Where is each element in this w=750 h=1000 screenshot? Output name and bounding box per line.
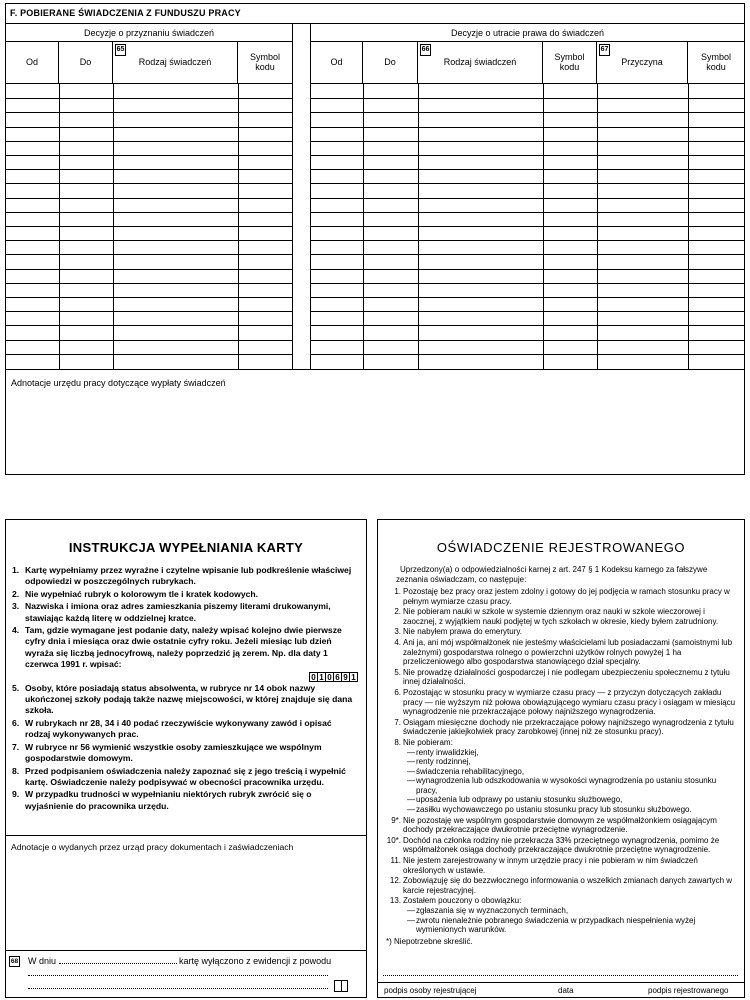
- loss-decisions-group: [311, 24, 744, 369]
- declaration-footnote: *) Niepotrzebne skreślić.: [386, 936, 473, 946]
- grant-field-number-2: 65: [115, 44, 126, 56]
- date-example-digit: 1: [317, 672, 326, 682]
- instruction-text: Przed podpisaniem oświadczenia należy zapoznać się z jego treścią i wypełnić kartę. Oświadczenie należy podpisywać w obecności pracownika urzędu.: [25, 765, 346, 787]
- deregistration-code-box[interactable]: [334, 980, 348, 992]
- grant-row-line: [6, 325, 292, 326]
- date-label: data: [558, 986, 574, 995]
- grant-row-line: [6, 112, 292, 113]
- declaration-title: OŚWIADCZENIE REJESTROWANEGO: [436, 540, 686, 555]
- deregistration-line: [28, 956, 331, 966]
- grant-row-line: [6, 354, 292, 355]
- section-f-title: F. POBIERANE ŚWIADCZENIA Z FUNDUSZU PRACY: [6, 4, 744, 24]
- grant-header-2: [113, 42, 238, 84]
- loss-header-4: [597, 42, 688, 84]
- loss-row-line: [311, 254, 744, 255]
- loss-field-number-2: 66: [420, 44, 431, 56]
- instruction-number: 8.: [12, 765, 20, 776]
- loss-row-line: [311, 112, 744, 113]
- grant-header-label-0: Od: [25, 56, 38, 67]
- declaration-item: [383, 738, 738, 815]
- loss-row-line: [311, 283, 744, 284]
- column-separator: [292, 24, 311, 369]
- declaration-number: 2.: [394, 607, 401, 617]
- grant-header-0: [6, 42, 59, 84]
- declaration-item: [383, 688, 738, 717]
- declaration-text: Zobowiązuję się do bezzwłocznego informowania o wszelkich zmianach danych zawartych w karcie rejestracyjnej.: [403, 876, 733, 895]
- declaration-number: 12.: [389, 876, 401, 886]
- declaration-number: 5.: [394, 667, 401, 677]
- grant-row-line: [6, 127, 292, 128]
- deregistration-date-field[interactable]: [59, 956, 177, 964]
- grant-row-line: [6, 340, 292, 341]
- grant-row-line: [6, 169, 292, 170]
- declaration-sublist: [403, 906, 738, 935]
- grant-row-line: [6, 311, 292, 312]
- grant-row-line: [6, 283, 292, 284]
- declaration-subitem: — zgłaszania się w wyznaczonych terminach,: [407, 906, 738, 916]
- declaration-subitem: — wynagrodzenia lub odszkodowania w wysokości wynagrodzenia po ustaniu stosunku pracy,: [407, 776, 738, 795]
- loss-row-line: [311, 198, 744, 199]
- declaration-text: Nie pozostaję we wspólnym gospodarstwie domowym ze współmałżonkiem osiągającym dochody przekraczające dwukrotnie przeciętne wynagrodzenie.: [403, 815, 717, 835]
- section-f-benefits-table: [5, 3, 745, 475]
- loss-header-label-1: Do: [384, 56, 396, 67]
- benefit-payment-notes-field[interactable]: [6, 369, 744, 474]
- grant-row-line: [6, 240, 292, 241]
- declaration-item: [383, 876, 738, 895]
- declaration-sublist: [403, 748, 738, 815]
- registrar-signature-label: podpis osoby rejestrującej: [384, 986, 477, 995]
- grant-header-label-2: Rodzaj świadczeń: [138, 56, 212, 67]
- instruction-text: Kartę wypełniamy przez wyraźne i czytelne wpisanie lub podkreślenie właściwej odpowiedzi w poszczególnych rubrykach.: [25, 565, 352, 587]
- declaration-subitem: — zwrotu nienależnie pobranego świadczenia w przypadkach niespełnienia wyżej wymienionych warunków.: [407, 916, 738, 935]
- declaration-item: [383, 836, 738, 855]
- loss-header-label-4: Przyczyna: [621, 56, 663, 67]
- declaration-item: [383, 896, 738, 934]
- issued-documents-notes-label: Adnotacje o wydanych przez urząd pracy dokumentach i zaświadczeniach: [11, 842, 294, 852]
- declaration-number: 8.: [394, 737, 401, 747]
- declaration-text: Nie jestem zarejestrowany w innym urzędzie pracy i nie pobieram w nim świadczeń określonych w ustawie.: [403, 856, 698, 875]
- grant-decisions-rows[interactable]: [6, 84, 292, 369]
- declaration-item: [383, 816, 738, 835]
- declaration-subitem: — zasiłku wychowawczego po ustaniu stosunku pracy lub stosunku służbowego.: [407, 805, 738, 815]
- deregistration-prefix: W dniu: [28, 956, 57, 966]
- declaration-number: 6.: [394, 687, 401, 697]
- instruction-number: 2.: [12, 588, 20, 599]
- declaration-text: Nie pobieram:: [403, 737, 453, 747]
- loss-header-5: [688, 42, 744, 84]
- loss-header-label-3: Symbol kodu: [554, 51, 585, 72]
- loss-row-line: [311, 226, 744, 227]
- instruction-number: 4.: [12, 625, 20, 636]
- instruction-item: [12, 565, 358, 588]
- instruction-item: [12, 589, 358, 600]
- date-example-digit: 6: [333, 672, 342, 682]
- declaration-item: [383, 856, 738, 875]
- instruction-number: 7.: [12, 741, 20, 752]
- grant-row-line: [6, 297, 292, 298]
- declaration-text: Pozostając w stosunku pracy w wymiarze czasu pracy — z przyczyn dotyczących zakładu pracy — nie wyższym niż połowa obowiązującego wymiaru czasu pracy i osiągam w miesiącu wynagrodzenie nie przekraczające połowy najniższego wynagrodzenia.: [403, 687, 736, 717]
- grant-header-1: [59, 42, 113, 84]
- loss-row-line: [311, 297, 744, 298]
- grant-decisions-group: [6, 24, 292, 369]
- loss-row-line: [311, 311, 744, 312]
- declaration-subitem: — uposażenia lub odprawy po ustaniu stosunku służbowego,: [407, 795, 738, 805]
- signature-labels: [378, 982, 744, 998]
- instruction-text: Osoby, które posiadają status absolwenta, w rubryce nr 14 obok nazwy ukończonej szkoły podają także nazwę miejscowości, w której znajduje się dana szkoła.: [25, 682, 353, 716]
- grant-row-line: [6, 183, 292, 184]
- declaration-intro: Uprzedzony(a) o odpowiedzialności karnej z art. 247 § 1 Kodeksu karnego za fałszywe zeznania oświadczam, co następuje:: [396, 565, 708, 584]
- declaration-item: [383, 587, 738, 606]
- loss-row-line: [311, 240, 744, 241]
- loss-row-line: [311, 155, 744, 156]
- deregistration-suffix: kartę wyłączono z ewidencji z powodu: [179, 956, 332, 966]
- instructions-panel: [5, 519, 367, 998]
- grant-row-line: [6, 269, 292, 270]
- declaration-item: [383, 718, 738, 737]
- declaration-text: Nie prowadzę działalności gospodarczej i nie podlegam ubezpieczeniu społecznemu z tytułu innej działalności.: [403, 667, 730, 687]
- instruction-item: [12, 625, 358, 682]
- issued-documents-notes-field[interactable]: [6, 835, 366, 950]
- loss-header-label-5: Symbol kodu: [700, 51, 731, 72]
- loss-row-line: [311, 340, 744, 341]
- instruction-text: W rubryce nr 56 wymienić wszystkie osoby zamieszkujące we wspólnym gospodarstwie domowym.: [25, 741, 322, 764]
- declaration-item: [383, 627, 738, 637]
- instruction-number: 9.: [12, 789, 20, 800]
- loss-row-line: [311, 169, 744, 170]
- loss-decisions-rows[interactable]: [311, 84, 744, 369]
- declaration-item: [383, 607, 738, 626]
- instruction-item: [12, 789, 358, 812]
- loss-header-3: [543, 42, 597, 84]
- instruction-number: 6.: [12, 717, 20, 728]
- deregistration-reason-line-2[interactable]: [28, 988, 328, 989]
- declaration-subitem: — renty rodzinnej,: [407, 757, 738, 767]
- loss-row-line: [311, 269, 744, 270]
- instruction-text: Tam, gdzie wymagane jest podanie daty, należy wpisać kolejno dwie pierwsze cyfry dnia i miesiąca oraz dwie ostatnie cyfry roku. Jeżeli miesiąc lub dzień wyraża się liczbą jednocyfrową, należy poprzedzić ją zerem. Np. dla daty 1 czerwca 1991 r. wpisać:: [25, 625, 342, 670]
- instruction-text: Nie wypełniać rubryk o kolorowym tle i kratek kodowych.: [25, 588, 259, 599]
- loss-row-line: [311, 141, 744, 142]
- instruction-text: W przypadku trudności w wypełnianiu niektórych rubryk zwrócić się o wyjaśnienie do pracownika urzędu.: [25, 789, 312, 811]
- loss-row-line: [311, 354, 744, 355]
- registrant-signature-label: podpis rejestrowanego: [648, 986, 729, 995]
- declaration-number: 7.: [394, 717, 401, 727]
- declaration-item: [383, 668, 738, 687]
- loss-header-label-2: Rodzaj świadczeń: [443, 56, 517, 67]
- date-example-digit: 0: [325, 672, 334, 682]
- date-example-digit: 0: [309, 672, 318, 682]
- loss-header-label-0: Od: [330, 56, 343, 67]
- benefit-payment-notes-label: Adnotacje urzędu pracy dotyczące wypłaty świadczeń: [11, 378, 226, 388]
- loss-row-line: [311, 212, 744, 213]
- declaration-text: Ani ja, ani mój współmałżonek nie jesteśmy właścicielami lub posiadaczami (samoistnymi lub zależnymi) gospodarstwa rolnego o powierzchni użytków rolnych powyżej 1 ha przeliczeniowego albo gospodarstwa stanowiącego dział specjalny.: [403, 637, 733, 667]
- grant-row-line: [6, 226, 292, 227]
- grant-header-label-1: Do: [79, 56, 92, 67]
- deregistration-reason-line-1[interactable]: [28, 975, 328, 976]
- date-example-digit: 9: [341, 672, 350, 682]
- instruction-item: [12, 766, 358, 789]
- grant-row-line: [6, 155, 292, 156]
- declaration-text: Osiągam miesięczne dochody nie przekraczające połowy najniższego wynagrodzenia z tytułu świadczenie jakiejkolwiek pracy zarobkowej (innej niż ze stosunku pracy).: [403, 717, 734, 737]
- declaration-number: 10*.: [386, 835, 401, 845]
- grant-row-line: [6, 98, 292, 99]
- grant-header-label-3: Symbol kodu: [249, 51, 280, 72]
- declaration-text: Zostałem pouczony o obowiązku:: [403, 896, 522, 906]
- instruction-item: [12, 718, 358, 741]
- instruction-number: 1.: [12, 565, 20, 575]
- loss-header-2: [418, 42, 543, 84]
- declaration-text: Nie pobieram nauki w szkole w systemie dziennym oraz nauki w szkole wieczorowej i zaocznej, z wyjątkiem nauki podjętej w tych szkołach w okresie, kiedy byłem zatrudniony.: [403, 607, 719, 626]
- grant-row-line: [6, 141, 292, 142]
- instruction-text: W rubrykach nr 28, 34 i 40 podać rzeczywiście wykonywany zawód i opisać rodzaj wykonywanych prac.: [25, 717, 332, 740]
- signature-line[interactable]: [383, 975, 738, 976]
- declaration-number: 11.: [390, 856, 401, 866]
- declaration-number: 4.: [394, 637, 401, 647]
- grant-row-line: [6, 212, 292, 213]
- declaration-number: 1.: [394, 587, 401, 596]
- grant-row-line: [6, 198, 292, 199]
- declaration-text: Pozostaję bez pracy oraz jestem zdolny i gotowy do jej podjęcia w ramach stosunku pracy w pełnym wymiarze czasu pracy.: [403, 587, 730, 606]
- instruction-text: Nazwiska i imiona oraz adres zamieszkania piszemy literami drukowanymi, stawiając każdą literę w oddzielnej kratce.: [25, 601, 331, 623]
- loss-decisions-title: Decyzje o utracie prawa do świadczeń: [311, 24, 744, 42]
- field-number-badge: 68: [10, 958, 19, 965]
- instruction-item: [12, 742, 358, 765]
- instruction-item: [12, 683, 358, 717]
- date-example-digit: 1: [349, 672, 358, 682]
- instructions-title: INSTRUKCJA WYPEŁNIANIA KARTY: [68, 540, 304, 555]
- declaration-number: 9*.: [391, 815, 401, 825]
- loss-row-line: [311, 325, 744, 326]
- declaration-number: 3.: [394, 627, 401, 637]
- grant-decisions-title: Decyzje o przyznaniu świadczeń: [6, 24, 292, 42]
- declaration-text: Nie nabyłem prawa do emerytury.: [403, 627, 523, 637]
- declaration-subitem: — świadczenia rehabilitacyjnego,: [407, 767, 738, 777]
- loss-row-line: [311, 98, 744, 99]
- declaration-list: [383, 587, 738, 935]
- declaration-subitem: — renty inwalidzkiej,: [407, 748, 738, 758]
- loss-row-line: [311, 127, 744, 128]
- declaration-text: Dochód na członka rodziny nie przekracza 33% przeciętnego wynagrodzenia, pomimo że współmałżonek osiąga dochody przekraczające dwukrotnie przeciętne wynagrodzenie.: [403, 835, 720, 855]
- instruction-number: 3.: [12, 601, 20, 612]
- loss-row-line: [311, 183, 744, 184]
- date-example-boxes: [25, 672, 358, 682]
- declaration-number: 13.: [389, 896, 401, 906]
- declaration-panel: [377, 519, 745, 998]
- deregistration-footer: [6, 950, 366, 996]
- grant-row-line: [6, 254, 292, 255]
- instruction-number: 5.: [12, 682, 20, 693]
- loss-header-0: [311, 42, 363, 84]
- instructions-list: [12, 565, 358, 812]
- loss-header-1: [363, 42, 418, 84]
- grant-header-3: [238, 42, 292, 84]
- declaration-item: [383, 638, 738, 667]
- instruction-item: [12, 601, 358, 624]
- loss-field-number-4: 67: [599, 44, 610, 56]
